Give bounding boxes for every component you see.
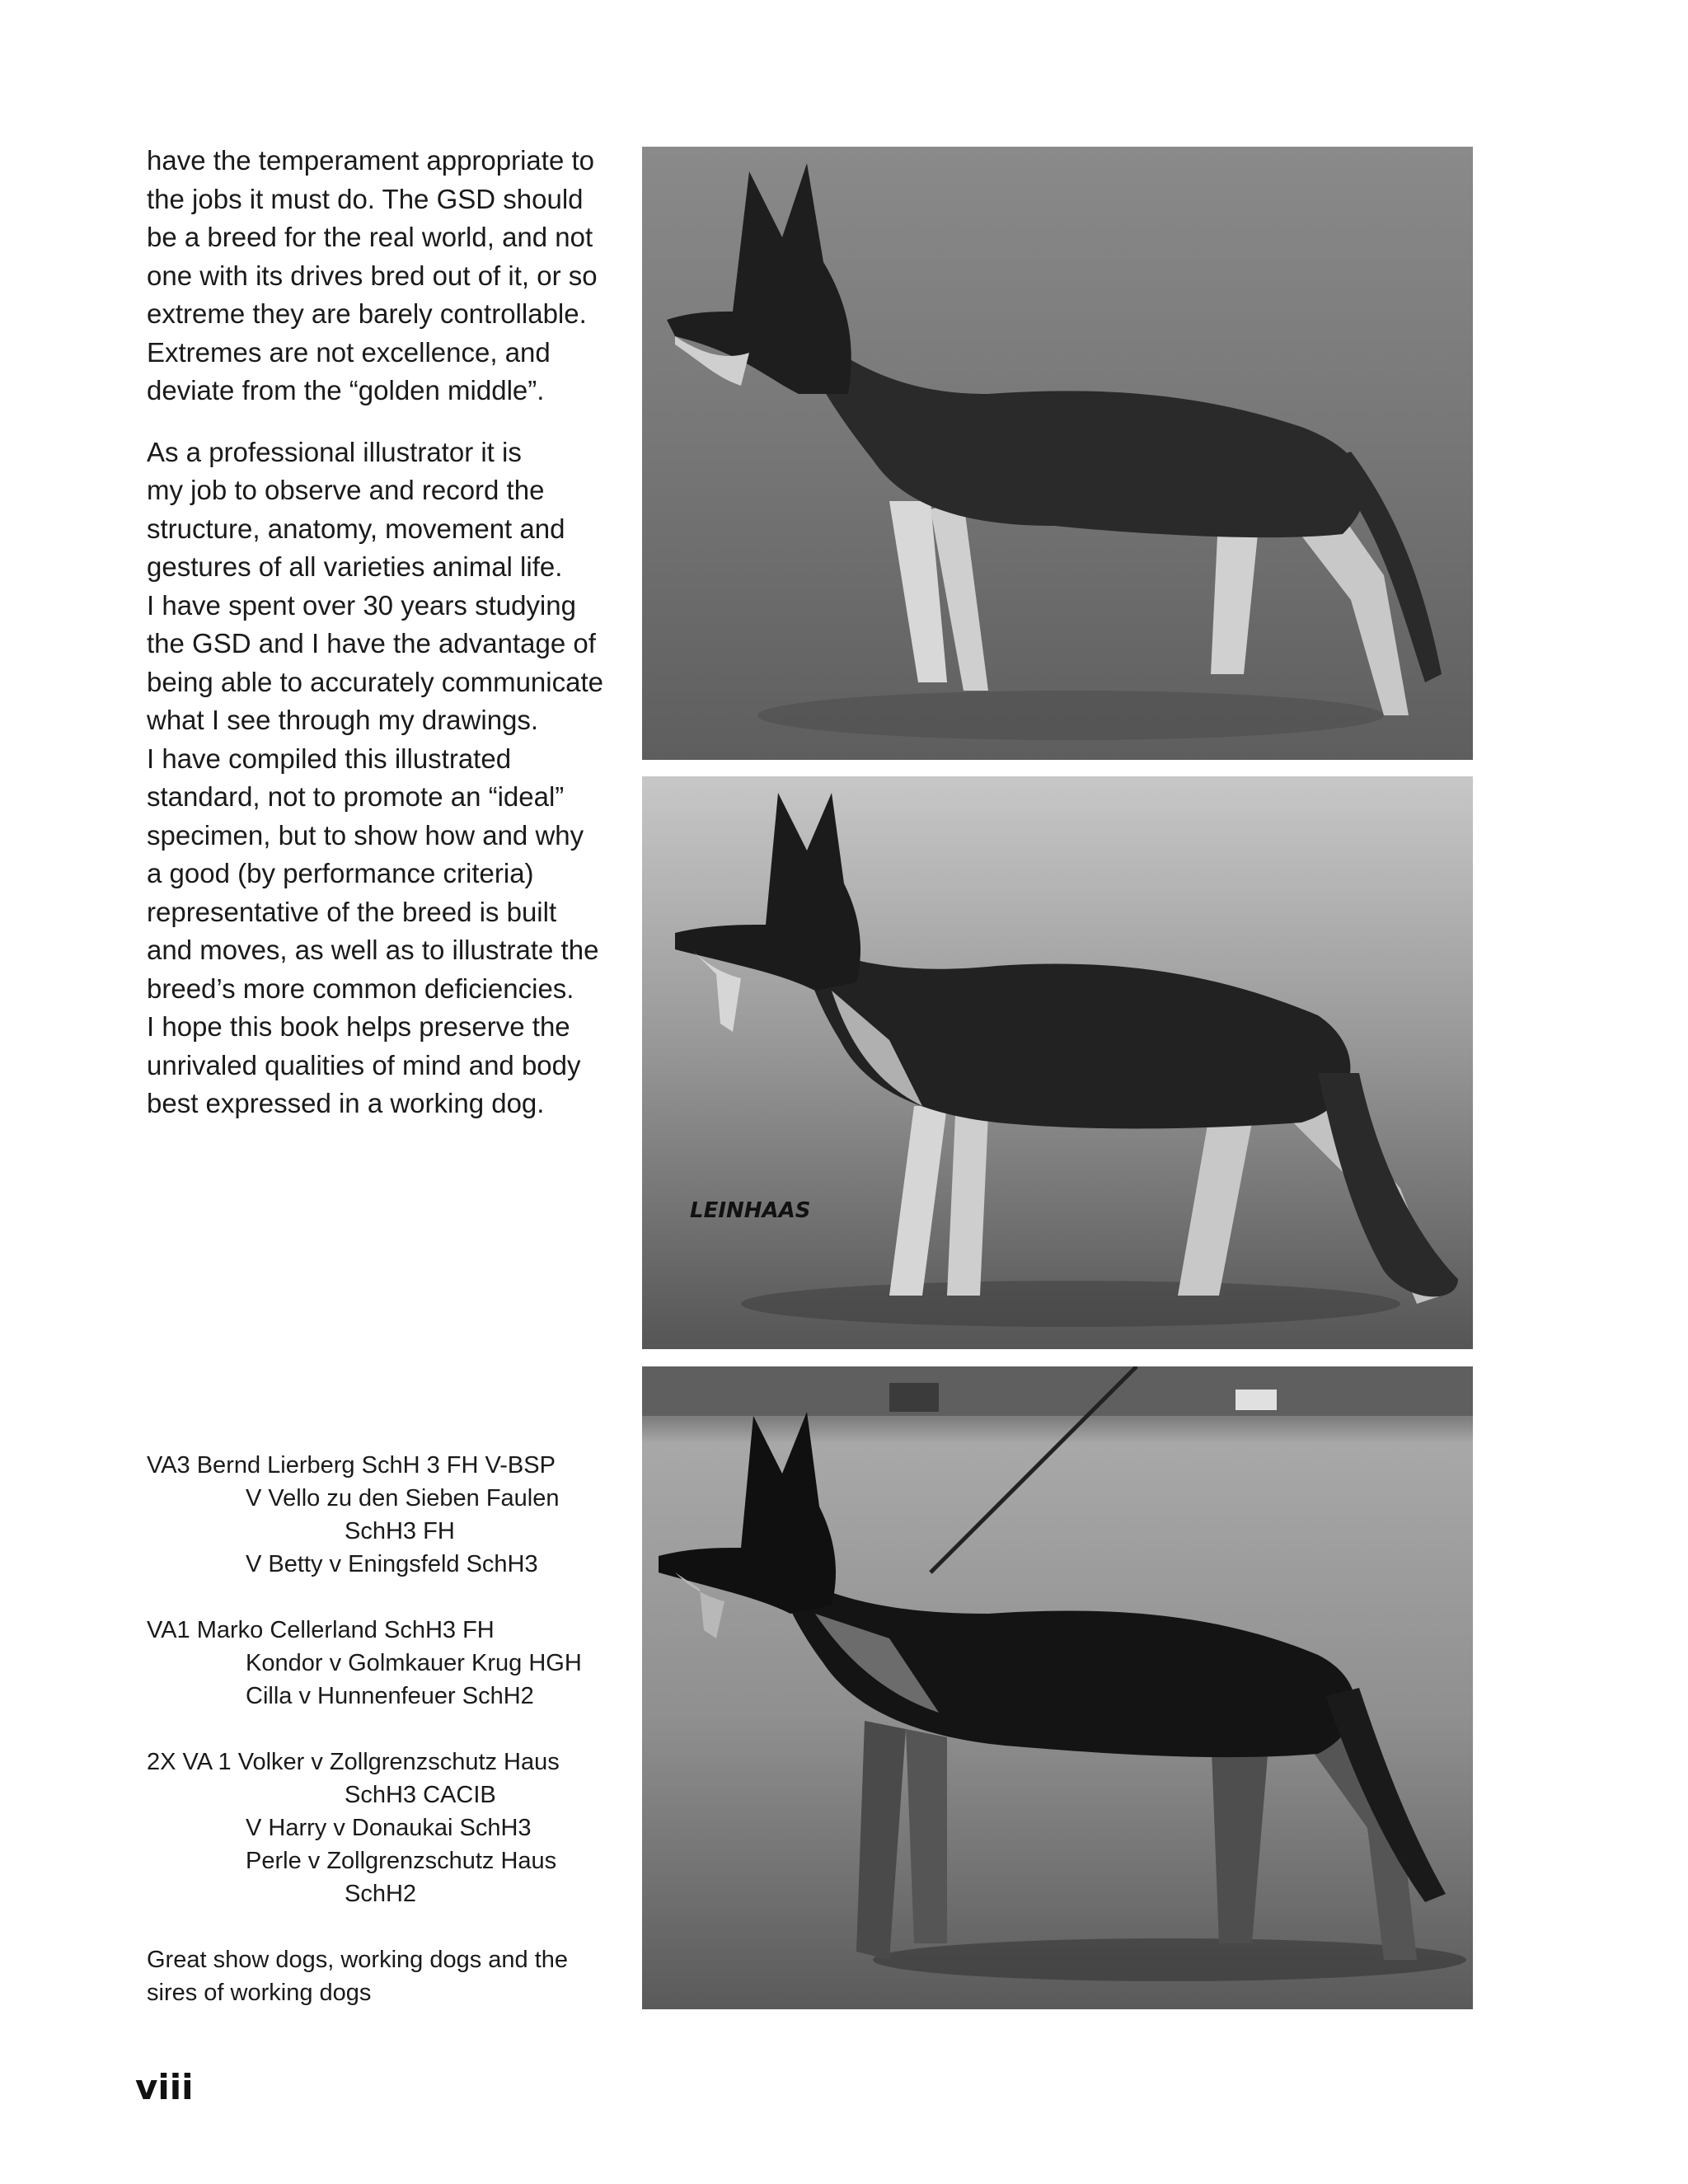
text-line: As a professional illustrator it is <box>147 436 522 467</box>
text-line: standard, not to promote an “ideal” <box>147 781 565 812</box>
dog-photo-1-image <box>642 147 1473 760</box>
dog-photo-1 <box>642 147 1473 760</box>
photographer-signature: LEINHAAS <box>690 1198 811 1223</box>
sire-titles: SchH3 FH <box>345 1518 455 1544</box>
text-line: extreme they are barely controllable. <box>147 298 587 329</box>
text-line: have the temperament appropriate to <box>147 145 595 176</box>
text-line: Extremes are not excellence, and <box>147 336 551 368</box>
text-line: breed’s more common deficiencies. <box>147 972 574 1004</box>
text-line: deviate from the “golden middle”. <box>147 375 545 405</box>
text-line: one with its drives bred out of it, or so <box>147 260 598 291</box>
dam-line: Perle v Zollgrenzschutz Haus <box>246 1848 557 1874</box>
dam-line: V Betty v Eningsfeld SchH3 <box>246 1551 538 1577</box>
text-line: I hope this book helps preserve the <box>147 1011 570 1042</box>
paragraph-2 <box>147 434 633 1123</box>
dog-titles: SchH3 CACIB <box>345 1782 496 1808</box>
text-line: unrivaled qualities of mind and body <box>147 1049 581 1080</box>
text-line: best expressed in a working dog. <box>147 1088 545 1118</box>
text-line: what I see through my drawings. <box>147 705 539 735</box>
text-line: I have spent over 30 years studying <box>147 589 576 621</box>
text-line: be a breed for the real world, and not <box>147 222 593 252</box>
photo-captions <box>147 1449 641 2009</box>
text-line: the GSD and I have the advantage of <box>147 628 596 658</box>
text-line: structure, anatomy, movement and <box>147 513 565 544</box>
dam-titles: SchH2 <box>345 1881 417 1907</box>
dog-photo-3-image <box>642 1366 1473 2009</box>
text-line: gestures of all varieties animal life. <box>147 551 563 582</box>
dog-photo-2-image <box>642 776 1473 1349</box>
body-text <box>147 142 633 1146</box>
sire-line: V Vello zu den Sieben Faulen <box>246 1485 560 1511</box>
text-line: I have compiled this illustrated <box>147 743 512 774</box>
sire-line: Kondor v Golmkauer Krug HGH <box>246 1650 582 1676</box>
dog-name: VA1 Marko Cellerland SchH3 FH <box>147 1617 495 1643</box>
text-line: representative of the breed is built <box>147 896 557 927</box>
text-line: my job to observe and record the <box>147 475 545 505</box>
caption-dog-2 <box>147 1614 641 1713</box>
dog-name: VA3 Bernd Lierberg SchH 3 FH V-BSP <box>147 1452 556 1479</box>
closing-line: Great show dogs, working dogs and the <box>147 1947 569 1973</box>
caption-closing <box>147 1943 641 2009</box>
page-number: viii <box>135 2067 194 2107</box>
dog-photo-2 <box>642 776 1473 1349</box>
dog-name: 2X VA 1 Volker v Zollgrenzschutz Haus <box>147 1749 560 1775</box>
dam-line: Cilla v Hunnenfeuer SchH2 <box>246 1683 534 1709</box>
dog-photo-3 <box>642 1366 1473 2009</box>
closing-line: sires of working dogs <box>147 1980 372 2006</box>
text-line: a good (by performance criteria) <box>147 858 534 888</box>
caption-dog-3 <box>147 1746 641 1910</box>
text-line: being able to accurately communicate <box>147 666 603 697</box>
text-line: and moves, as well as to illustrate the <box>147 935 599 965</box>
caption-dog-1 <box>147 1449 641 1581</box>
sire-line: V Harry v Donaukai SchH3 <box>246 1815 532 1841</box>
paragraph-1 <box>147 142 633 410</box>
text-line: the jobs it must do. The GSD should <box>147 183 584 214</box>
text-line: specimen, but to show how and why <box>147 819 584 851</box>
